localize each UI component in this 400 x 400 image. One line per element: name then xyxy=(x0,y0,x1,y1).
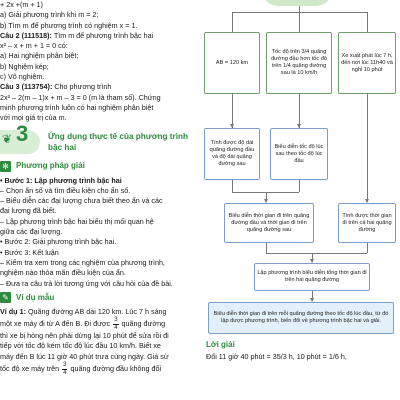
q2-text: Tìm m để phương trình bậc hai xyxy=(51,30,154,40)
step-1-c: – Lập phương trình bậc hai biểu thị mối quan hệ xyxy=(0,216,154,226)
connector xyxy=(299,12,300,32)
section-3-header xyxy=(0,120,198,158)
flow-diagram xyxy=(202,0,398,338)
step-3: • Bước 3: Kết luận xyxy=(0,247,59,257)
connector xyxy=(232,12,233,32)
equation-fragment: + 2x +(m + 1) xyxy=(0,0,43,9)
step-1-a: – Chọn ẩn số và tìm điều kiện cho ẩn số. xyxy=(0,185,131,195)
arrow xyxy=(367,243,368,253)
pencil-icon: ✎ xyxy=(0,292,11,303)
example-text-2a: một xe máy đi từ A đến B. Đi được xyxy=(0,319,113,329)
solution-block xyxy=(206,340,396,363)
box-conclusion: Biểu diễn thời gian đi trên mỗi quãng đường theo tốc độ lúc đầu, từ đó lập được phương trình, biến đổi về phương trình bậc hai và giải. xyxy=(208,302,394,334)
box-total-time: Tính được thời gian đi trên cả hai quãng đường xyxy=(338,203,396,243)
q2-label: Câu 2 (111518): xyxy=(0,30,52,40)
step-2: • Bước 2: Giải phương trình bậc hai. xyxy=(0,237,117,247)
solution-line-1: Đổi 11 giờ 40 phút = 35/3 h, 10 phút = 1/6 h, xyxy=(206,352,347,362)
q2-equation: x² – x + m + 1 = 0 có: xyxy=(0,41,68,51)
example-line-2 xyxy=(0,317,198,331)
fraction-3-4 xyxy=(113,317,118,331)
q2-part-c: c) Vô nghiệm. xyxy=(0,72,45,82)
q2-part-b: b) Nghiệm kép; xyxy=(0,61,49,71)
q1-part-b: b) Tìm m để phương trình có nghiệm x = 1. xyxy=(0,20,138,30)
section-title: Ứng dụng thực tế của phương trình bậc hai xyxy=(48,131,188,152)
connector xyxy=(266,253,367,254)
top-decoration xyxy=(262,0,332,6)
box-ab-length: AB = 120 km xyxy=(204,32,260,94)
box-equation: Lập phương trình biểu diễn tổng thời gian đi trên hai quãng đường xyxy=(254,263,370,291)
example-text-6a: tốc độ xe máy trên xyxy=(0,363,62,373)
step-1-b-cont: đại lượng đã biết. xyxy=(0,206,57,216)
leaf-icon: ❦ xyxy=(2,131,13,146)
question-2 xyxy=(0,31,198,41)
example-line-3: thì xe bị hỏng nên phải dừng lại 10 phút để sửa rồi đi xyxy=(0,331,169,341)
frac-num: 3 xyxy=(114,317,118,324)
example-text-1: Quãng đường AB dài 120 km. Lúc 7 h sáng xyxy=(25,306,167,316)
arrow xyxy=(299,94,300,128)
arrow xyxy=(299,180,300,192)
arrow xyxy=(367,94,368,202)
arrow xyxy=(232,180,233,192)
fraction-3-4-b xyxy=(62,362,67,376)
example-heading xyxy=(0,292,198,304)
connector xyxy=(367,12,368,32)
left-column xyxy=(0,0,198,400)
right-column xyxy=(198,0,400,400)
q1-part-a: a) Giải phương trình khi m = 2; xyxy=(0,10,99,20)
arrow xyxy=(232,94,233,128)
gear-icon: ✻ xyxy=(0,161,11,172)
method-title: Phương pháp giải xyxy=(16,161,85,171)
example-line-5: máy đến B lúc 11 giờ 40 phút trưa cùng ngày. Giả sử xyxy=(0,351,169,361)
example-title: Ví dụ mẫu xyxy=(16,292,55,302)
box-speed-relation: Biểu diễn tốc độ lúc sau theo tốc độ lúc đầu xyxy=(270,128,328,180)
q3-text: Cho phương trình xyxy=(52,82,112,92)
q3-line-2: minh phương trình luôn có hai nghiệm phân biệt xyxy=(0,102,154,112)
example-text-6b: quãng đường đầu không đổi xyxy=(68,363,162,373)
arrow xyxy=(266,243,267,253)
q3-equation: 2x² – 2(m – 1)x + m – 3 = 0 (m là tham số). Chứng xyxy=(0,92,161,102)
box-lengths: Tính được độ dài quãng đường đầu và độ dài quãng đường sau xyxy=(204,128,260,180)
method-heading xyxy=(0,161,198,173)
box-speed-diff: Tốc độ trên 3/4 quãng đường đầu hơn tốc độ trên 1/4 quãng đường sau là 10 km/h xyxy=(266,32,332,94)
q3-line-3: với mọi giá trị của m. xyxy=(0,113,67,123)
example-line-1 xyxy=(0,307,198,317)
frac-num-b: 3 xyxy=(63,362,67,369)
q2-part-a: a) Hai nghiệm phân biệt; xyxy=(0,51,79,61)
example-line-6 xyxy=(0,362,198,376)
question-3 xyxy=(0,82,198,92)
solution-title: Lời giải xyxy=(206,340,235,349)
step-3-a-cont: nghiệm nào thỏa mãn điều kiện của ẩn. xyxy=(0,268,126,278)
step-1-b: – Biểu diễn các đại lượng chưa biết theo ẩn và các xyxy=(0,196,163,206)
box-time-info: Xe xuất phát lúc 7 h, đến nơi lúc 11h40 và nghỉ 10 phút xyxy=(338,32,396,94)
step-3-b: – Đưa ra câu trả lời tương ứng với câu hỏi của đề bài. xyxy=(0,278,173,288)
step-3-a: – Kiểm tra xem trong các nghiệm của phương trình, xyxy=(0,257,165,267)
section-number: 3 xyxy=(16,120,29,146)
example-text-2b: quãng đường xyxy=(119,319,166,329)
example-label: Ví dụ 1: xyxy=(0,306,26,316)
frac-den: 4 xyxy=(114,324,118,331)
q3-label: Câu 3 (113754): xyxy=(0,82,53,92)
frac-den-b: 4 xyxy=(63,369,67,376)
box-time-segments: Biểu diễn thời gian đi trên quãng đường đầu và thời gian đi trên quãng đường sau xyxy=(224,203,314,243)
example-line-4: tiếp với tốc độ kém tốc độ lúc đầu 10 km/h. Biết xe xyxy=(0,341,161,351)
step-1-c-cont: giữa các đại lượng. xyxy=(0,227,63,237)
step-1: • Bước 1: Lập phương trình bậc hai xyxy=(0,175,122,185)
